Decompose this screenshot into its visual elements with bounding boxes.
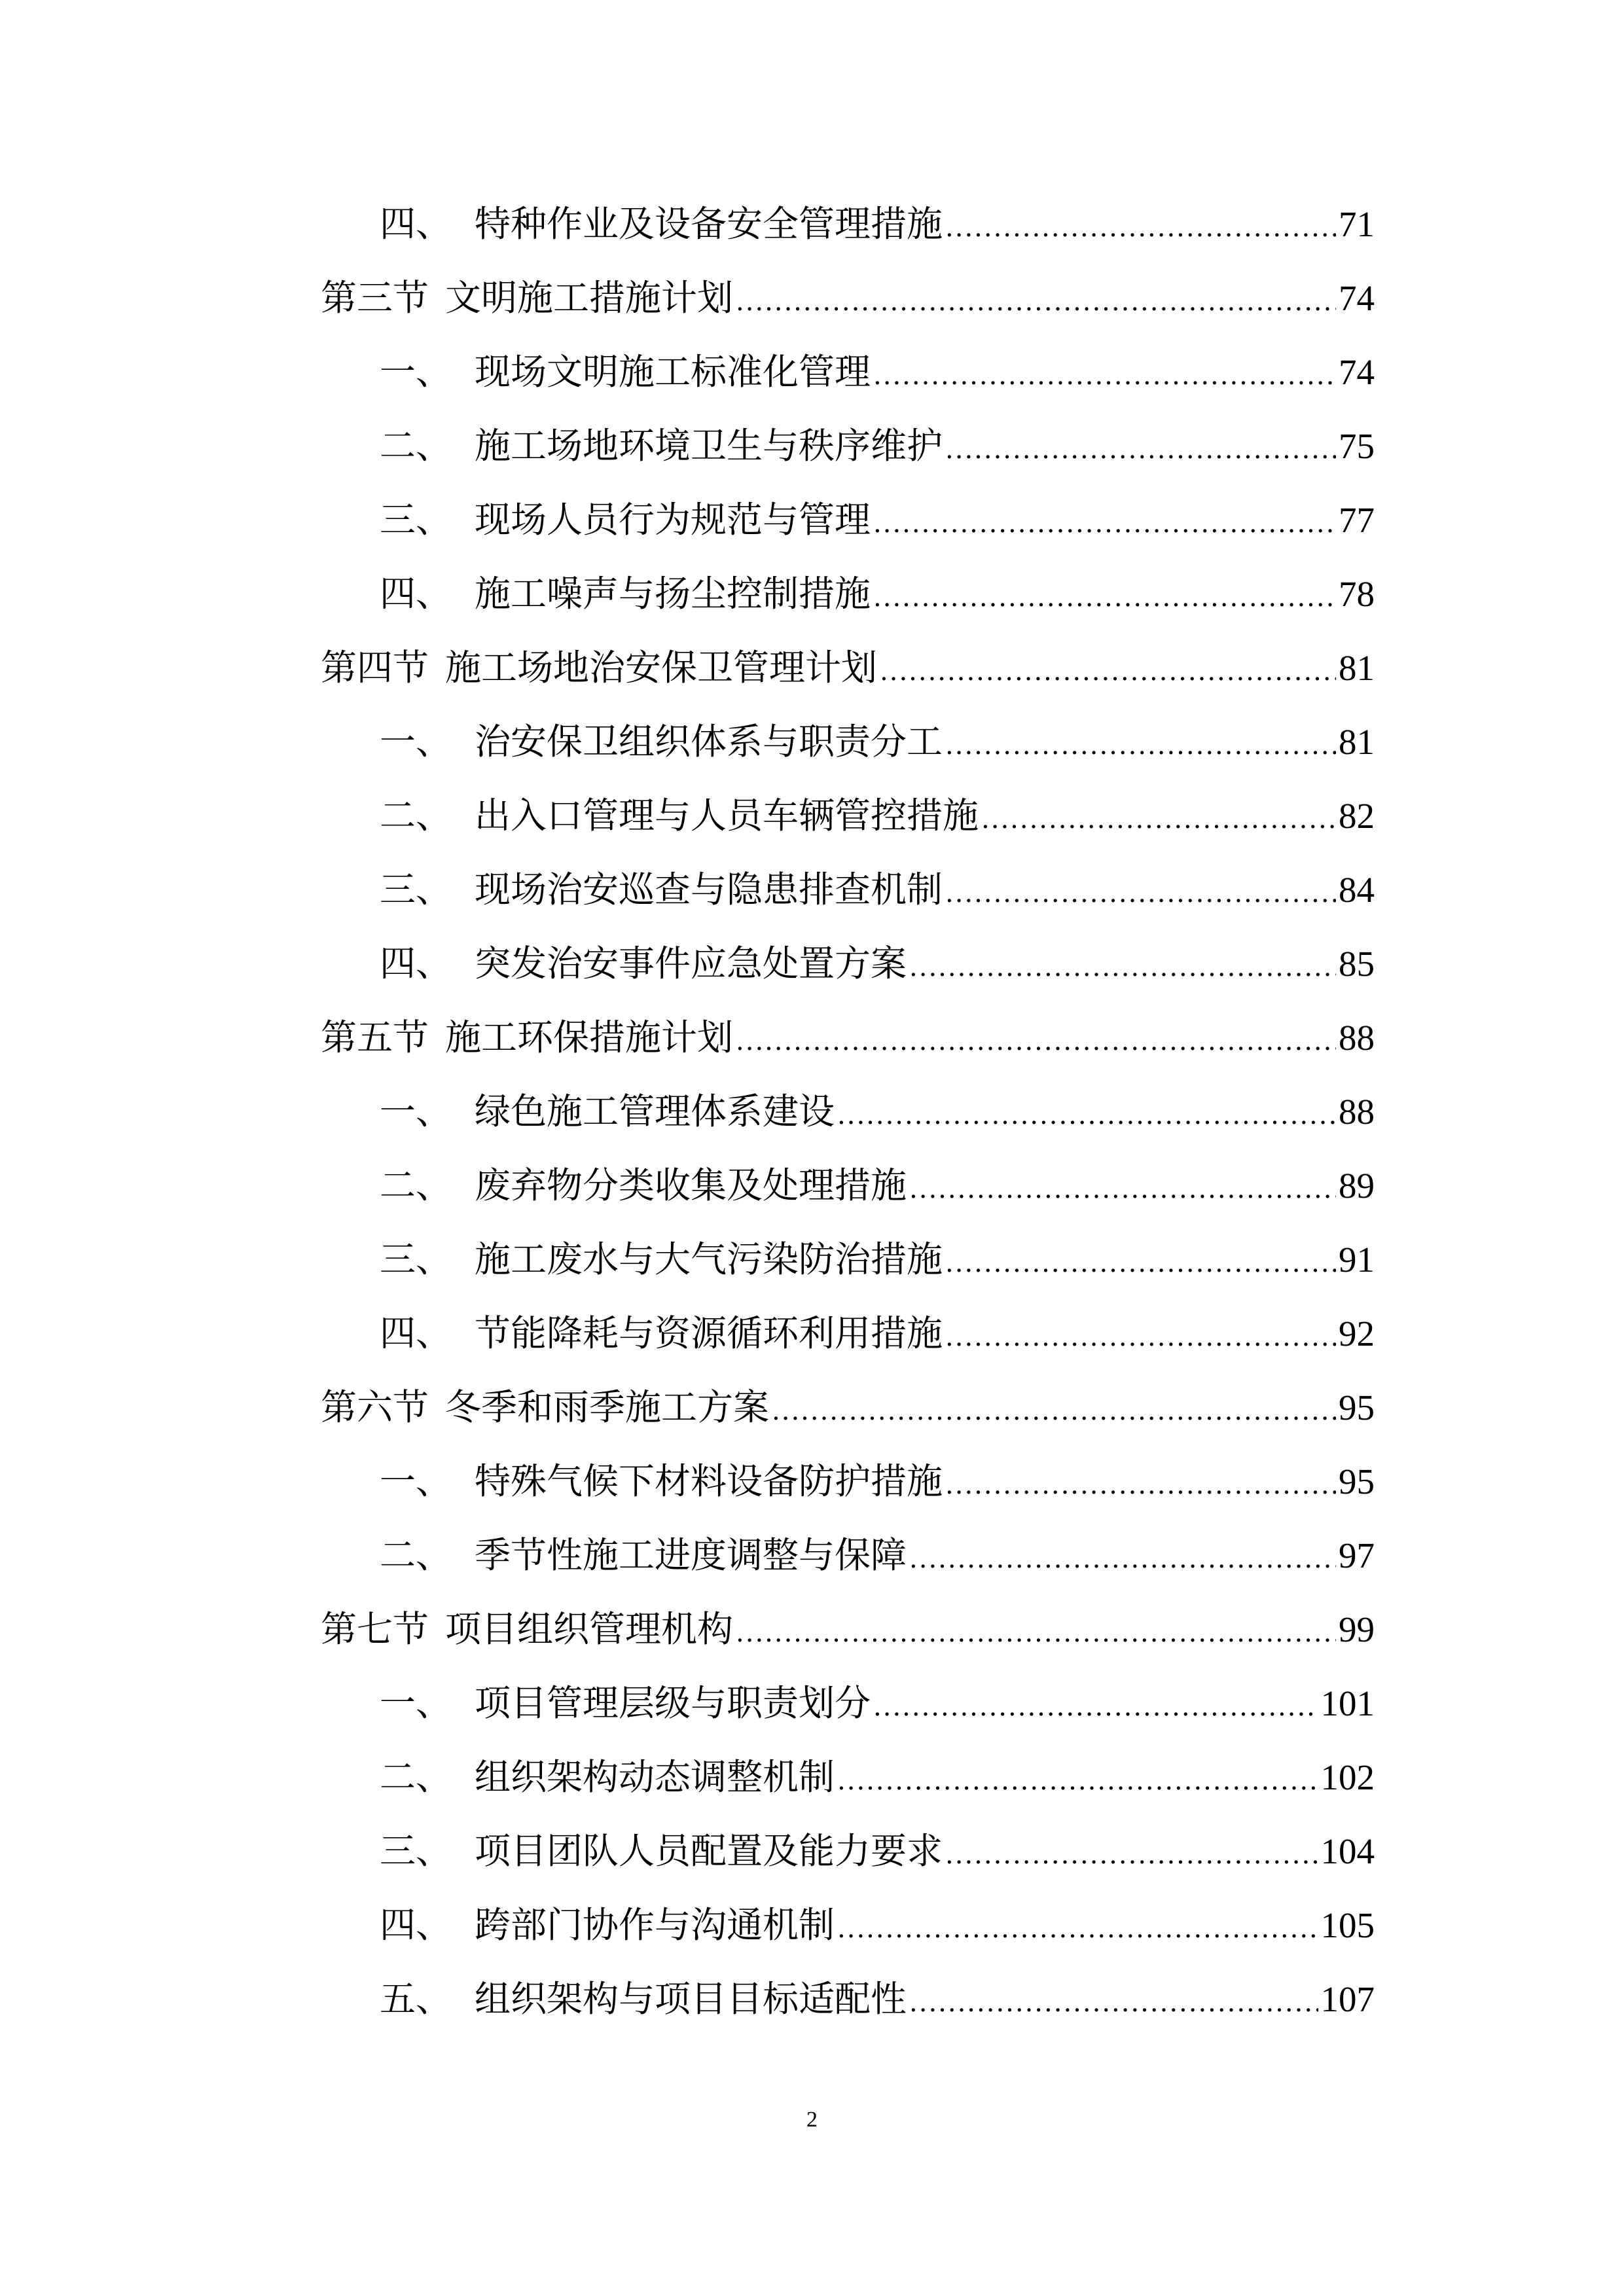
toc-section-entry[interactable] [321,261,1375,335]
toc-entry-title: 项目团队人员配置及能力要求 [475,1830,943,1872]
toc-subsection-entry[interactable] [321,853,1375,927]
toc-entry-title: 现场治安巡查与隐患排查机制 [475,869,943,910]
toc-entry-title: 施工废水与大气污染防治措施 [475,1238,943,1280]
toc-entry-page-number: 89 [1339,1166,1375,1206]
toc-entry-page-number: 101 [1320,1683,1375,1723]
toc-entry-page-number: 97 [1339,1535,1375,1575]
toc-entry-page-number: 95 [1339,1462,1375,1501]
toc-entry-page-number: 107 [1320,1979,1375,2019]
toc-section-entry[interactable] [321,1371,1375,1444]
toc-entry-title: 节能降耗与资源循环利用措施 [475,1312,943,1354]
toc-dot-leader [837,1744,1318,1818]
toc-entry-page-number: 104 [1320,1831,1375,1871]
toc-entry-number: 一、 [380,351,452,393]
toc-entry-title: 现场文明施工标准化管理 [475,351,871,393]
toc-dot-leader [981,783,1336,857]
toc-dot-leader [873,561,1336,635]
toc-subsection-entry[interactable] [321,1962,1375,2036]
toc-section-entry[interactable] [321,1592,1375,1666]
toc-entry-title: 文明施工措施计划 [445,277,734,319]
toc-subsection-entry[interactable] [321,1149,1375,1223]
toc-entry-page-number: 75 [1339,426,1375,466]
toc-entry-page-number: 71 [1339,204,1375,244]
toc-dot-leader [736,265,1336,339]
toc-entry-title: 绿色施工管理体系建设 [475,1090,835,1132]
toc-entry-title: 突发治安事件应急处置方案 [475,942,907,984]
toc-subsection-entry[interactable] [321,409,1375,483]
toc-subsection-entry[interactable] [321,187,1375,261]
toc-entry-page-number: 88 [1339,1092,1375,1132]
toc-entry-number: 三、 [380,499,452,541]
toc-entry-page-number: 105 [1320,1905,1375,1945]
toc-subsection-entry[interactable] [321,705,1375,779]
toc-entry-number: 五、 [380,1978,452,2020]
toc-entry-title: 治安保卫组织体系与职责分工 [475,721,943,762]
toc-entry-number: 二、 [380,795,452,836]
toc-entry-title: 项目管理层级与职责划分 [475,1682,871,1724]
toc-entry-number: 第五节 [321,1016,429,1058]
toc-entry-number: 三、 [380,1238,452,1280]
toc-dot-leader [909,1153,1336,1227]
toc-entry-number: 四、 [380,942,452,984]
toc-dot-leader [945,413,1336,487]
toc-dot-leader [873,339,1336,413]
toc-entry-title: 项目组织管理机构 [445,1608,734,1650]
toc-entry-title: 出入口管理与人员车辆管控措施 [475,795,979,836]
toc-entry-page-number: 95 [1339,1388,1375,1427]
toc-entry-title: 施工环保措施计划 [445,1016,734,1058]
toc-entry-number: 二、 [380,1756,452,1798]
toc-dot-leader [945,709,1336,783]
toc-subsection-entry[interactable] [321,1297,1375,1371]
toc-dot-leader [772,1374,1336,1448]
toc-entry-page-number: 92 [1339,1314,1375,1354]
toc-entry-number: 四、 [380,203,452,245]
toc-entry-title: 冬季和雨季施工方案 [445,1386,770,1428]
toc-entry-title: 特种作业及设备安全管理措施 [475,203,943,245]
toc-subsection-entry[interactable] [321,1814,1375,1888]
toc-subsection-entry[interactable] [321,1518,1375,1592]
toc-entry-page-number: 78 [1339,574,1375,614]
toc-entry-title: 季节性施工进度调整与保障 [475,1534,907,1576]
toc-section-entry[interactable] [321,631,1375,705]
toc-entry-page-number: 102 [1320,1757,1375,1797]
toc-entry-title: 跨部门协作与沟通机制 [475,1904,835,1946]
toc-entry-number: 第六节 [321,1386,429,1428]
toc-entry-title: 特殊气候下材料设备防护措施 [475,1460,943,1502]
toc-entry-page-number: 99 [1339,1609,1375,1649]
toc-entry-number: 三、 [380,869,452,910]
toc-entry-page-number: 91 [1339,1240,1375,1280]
toc-subsection-entry[interactable] [321,1666,1375,1740]
toc-entry-page-number: 85 [1339,944,1375,984]
toc-subsection-entry[interactable] [321,927,1375,1001]
toc-dot-leader [945,1300,1336,1374]
toc-dot-leader [945,857,1336,931]
toc-entry-number: 三、 [380,1830,452,1872]
toc-entry-title: 废弃物分类收集及处理措施 [475,1164,907,1206]
toc-entry-number: 一、 [380,1460,452,1502]
toc-entry-number: 四、 [380,573,452,615]
toc-dot-leader [837,1079,1336,1153]
toc-subsection-entry[interactable] [321,1740,1375,1814]
toc-entry-page-number: 81 [1339,722,1375,762]
toc-entry-title: 施工场地治安保卫管理计划 [445,647,878,689]
toc-entry-number: 一、 [380,1682,452,1724]
toc-subsection-entry[interactable] [321,1888,1375,1962]
toc-subsection-entry[interactable] [321,557,1375,631]
toc-entry-number: 四、 [380,1904,452,1946]
toc-entry-page-number: 84 [1339,870,1375,910]
toc-subsection-entry[interactable] [321,779,1375,853]
toc-dot-leader [909,1522,1336,1596]
toc-dot-leader [945,1818,1318,1892]
toc-entry-number: 二、 [380,1164,452,1206]
table-of-contents [321,187,1375,2036]
toc-dot-leader [873,1670,1318,1744]
toc-entry-page-number: 88 [1339,1018,1375,1058]
toc-entry-page-number: 81 [1339,648,1375,688]
toc-entry-number: 一、 [380,1090,452,1132]
toc-dot-leader [945,1227,1336,1300]
toc-section-entry[interactable] [321,1001,1375,1075]
toc-dot-leader [945,191,1336,265]
toc-entry-number: 第三节 [321,277,429,319]
toc-entry-page-number: 77 [1339,500,1375,540]
toc-entry-number: 四、 [380,1312,452,1354]
toc-dot-leader [736,1596,1336,1670]
toc-entry-number: 第七节 [321,1608,429,1650]
toc-entry-title: 施工噪声与扬尘控制措施 [475,573,871,615]
toc-subsection-entry[interactable] [321,1075,1375,1149]
toc-dot-leader [837,1892,1318,1966]
toc-entry-title: 施工场地环境卫生与秩序维护 [475,425,943,467]
toc-entry-title: 组织架构与项目目标适配性 [475,1978,907,2020]
toc-entry-page-number: 74 [1339,278,1375,318]
toc-entry-page-number: 74 [1339,352,1375,392]
toc-entry-number: 二、 [380,425,452,467]
toc-entry-title: 现场人员行为规范与管理 [475,499,871,541]
toc-entry-number: 第四节 [321,647,429,689]
toc-entry-page-number: 82 [1339,796,1375,836]
toc-entry-title: 组织架构动态调整机制 [475,1756,835,1798]
toc-entry-number: 二、 [380,1534,452,1576]
toc-subsection-entry[interactable] [321,1223,1375,1297]
toc-dot-leader [945,1448,1336,1522]
toc-dot-leader [909,1966,1318,2040]
toc-dot-leader [873,487,1336,561]
toc-subsection-entry[interactable] [321,335,1375,409]
toc-subsection-entry[interactable] [321,483,1375,557]
toc-dot-leader [736,1005,1336,1079]
toc-subsection-entry[interactable] [321,1444,1375,1518]
toc-dot-leader [880,635,1336,709]
toc-entry-number: 一、 [380,721,452,762]
toc-dot-leader [909,931,1336,1005]
page-number-footer: 2 [806,2108,818,2132]
